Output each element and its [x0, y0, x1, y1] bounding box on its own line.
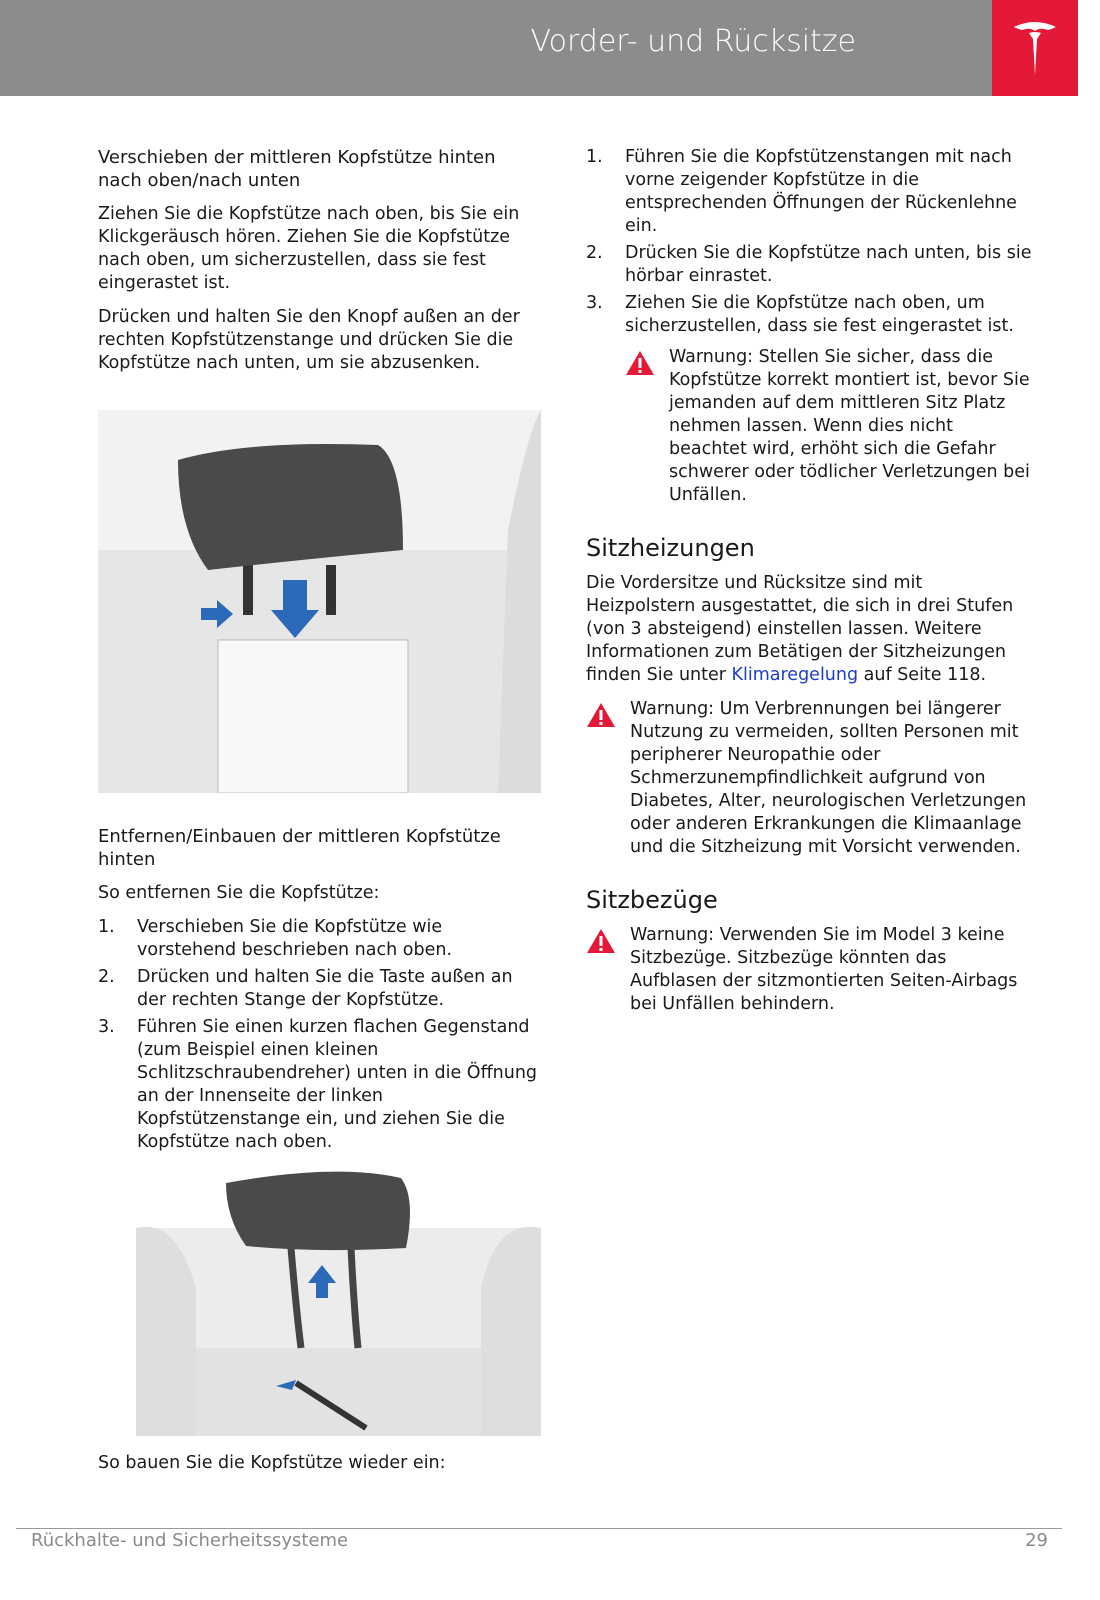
warning-text: Um Verbrennungen bei längerer Nutzung zu vermeiden, sollten Personen mit peripherer Neuropathie oder Schmerzunempfindlichkeit aufgrund von Diabetes, Alter, neurologischen Verletzungen oder anderen Erkrankungen die Klimaanlage und die Sitzheizung mit Vorsicht verwenden.: [630, 699, 1027, 857]
headrest-adjust-illustration: [98, 410, 541, 793]
step-number: 3.: [586, 293, 603, 313]
paragraph: Ziehen Sie die Kopfstütze nach oben, bis Sie ein Klickgeräusch hören. Ziehen Sie die Kopfstütze nach oben, um sicherzustellen, dass sie fest eingerastet ist.: [98, 204, 520, 293]
step-number: 2.: [586, 243, 603, 263]
right-column: [586, 146, 1036, 1027]
step-text: Führen Sie die Kopfstützenstangen mit nach vorne zeigender Kopfstütze in die entsprechenden Öffnungen der Rückenlehne ein.: [625, 147, 1017, 236]
step-number: 3.: [98, 1017, 115, 1037]
paragraph: [586, 572, 1036, 687]
warning-headrest: [625, 346, 1036, 507]
removal-steps: [98, 916, 543, 1154]
warning-text: Verwenden Sie im Model 3 keine Sitzbezüge. Sitzbezüge könnten das Aufblasen der sitzmontierten Seiten-Airbags bei Unfällen behindern.: [630, 925, 1018, 1014]
footer-section: Rückhalte- und Sicherheitssysteme: [31, 1530, 349, 1551]
step-text: Ziehen Sie die Kopfstütze nach oben, um sicherzustellen, dass sie fest eingerastet ist.: [625, 293, 1014, 336]
warning-seat-covers: [586, 924, 1036, 1016]
section-heading-seat-covers: Sitzbezüge: [586, 886, 718, 914]
headrest-removal-illustration: [136, 1168, 541, 1436]
install-steps: [586, 146, 1036, 338]
warning-seat-heating: [586, 698, 1036, 859]
text: Die Vordersitze und Rücksitze sind mit Heizpolstern ausgestattet, die sich in drei Stufen (von 3 absteigend) einstellen lassen. Weitere Informationen zum Betätigen der Sitzheizungen finden Sie unter: [586, 573, 1014, 685]
paragraph: So bauen Sie die Kopfstütze wieder ein:: [98, 1453, 446, 1473]
left-column-end: [98, 1452, 543, 1486]
warning-label: Warnung:: [630, 925, 715, 945]
step-text: Verschieben Sie die Kopfstütze wie vorstehend beschrieben nach oben.: [137, 917, 453, 960]
warning-icon: [586, 702, 616, 728]
list-item: [586, 146, 1036, 238]
step-text: Führen Sie einen kurzen flachen Gegenstand (zum Beispiel einen kleinen Schlitzschraubendreher) unten in die Öffnung an der Innenseite der linken Kopfstützenstange ein, und ziehen Sie die Kopfstütze nach oben.: [137, 1017, 538, 1152]
list-item: [98, 966, 543, 1012]
footer-divider: [16, 1528, 1062, 1529]
list-item: [98, 916, 543, 962]
header-bar: [0, 0, 992, 96]
text: auf Seite 118.: [858, 665, 987, 685]
step-text: Drücken und halten Sie die Taste außen an der rechten Stange der Kopfstütze.: [137, 967, 513, 1010]
list-item: [98, 1016, 543, 1154]
warning-icon: [625, 350, 655, 376]
warning-icon: [586, 928, 616, 954]
step-number: 1.: [586, 147, 603, 167]
list-item: [586, 292, 1036, 338]
climate-control-link[interactable]: Klimaregelung: [731, 665, 859, 685]
step-number: 1.: [98, 917, 115, 937]
warning-label: Warnung:: [669, 347, 754, 367]
page-number: 29: [1025, 1530, 1048, 1551]
left-column-top: [98, 146, 543, 386]
step-text: Drücken Sie die Kopfstütze nach unten, bis sie hörbar einrastet.: [625, 243, 1032, 286]
tesla-logo: [992, 0, 1078, 96]
warning-label: Warnung:: [630, 699, 715, 719]
section-heading: Entfernen/Einbauen der mittleren Kopfstütze hinten: [98, 826, 501, 870]
warning-text: Stellen Sie sicher, dass die Kopfstütze korrekt montiert ist, bevor Sie jemanden auf dem mittleren Sitz Platz nehmen lassen. Wenn dies nicht beachtet wird, erhöht sich die Gefahr schwerer oder tödlicher Verletzungen bei Unfällen.: [669, 347, 1030, 505]
list-item: [586, 242, 1036, 288]
section-heading: Verschieben der mittleren Kopfstütze hinten nach oben/nach unten: [98, 147, 496, 191]
paragraph: Drücken und halten Sie den Knopf außen an der rechten Kopfstützenstange und drücken Sie die Kopfstütze nach unten, um sie abzusenken.: [98, 307, 520, 373]
paragraph: So entfernen Sie die Kopfstütze:: [98, 883, 380, 903]
section-heading-seat-heating: Sitzheizungen: [586, 534, 755, 562]
left-column-bottom: [98, 825, 543, 1158]
page-title: Vorder- und Rücksitze: [530, 24, 856, 59]
step-number: 2.: [98, 967, 115, 987]
